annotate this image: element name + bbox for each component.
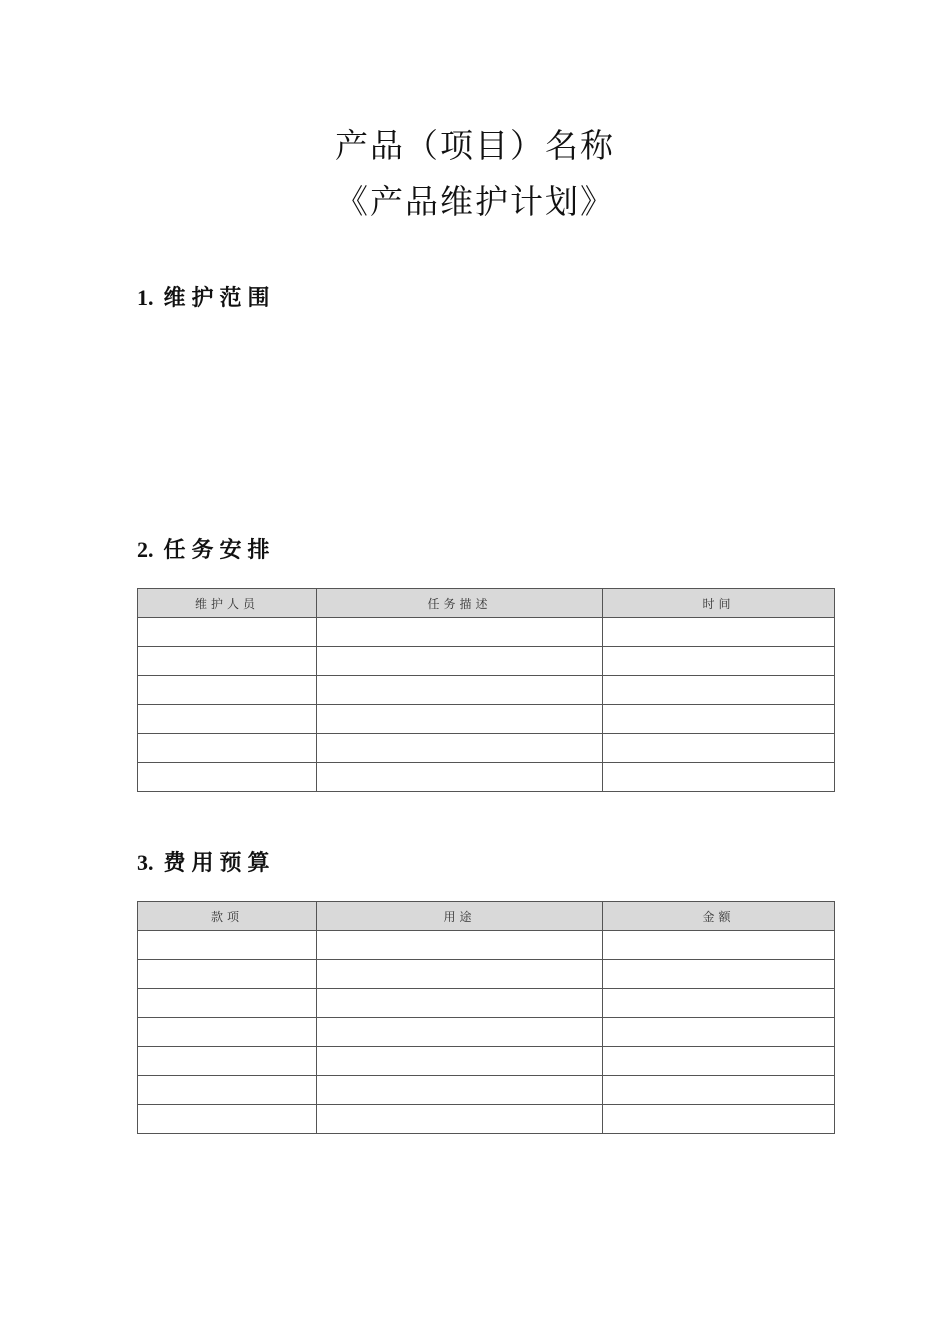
table-cell[interactable] (138, 931, 317, 960)
table-cell[interactable] (138, 1047, 317, 1076)
table-cell[interactable] (317, 763, 603, 792)
table-cell[interactable] (317, 1076, 603, 1105)
table-cell[interactable] (317, 618, 603, 647)
section-title: 任务安排 (163, 538, 276, 563)
table-cell[interactable] (603, 763, 835, 792)
table-row (138, 960, 835, 989)
table-row (138, 647, 835, 676)
table-cell[interactable] (317, 1047, 603, 1076)
table-cell[interactable] (138, 705, 317, 734)
budget-table (137, 901, 835, 1134)
table-cell[interactable] (603, 1047, 835, 1076)
column-header-item: 款项 (138, 902, 317, 931)
section-title: 费用预算 (163, 851, 276, 876)
table-header-row (138, 589, 835, 618)
section-heading-budget (137, 846, 276, 877)
table-cell[interactable] (603, 1018, 835, 1047)
table-cell[interactable] (603, 989, 835, 1018)
table-cell[interactable] (317, 705, 603, 734)
document-title (0, 118, 950, 230)
table-header-row (138, 902, 835, 931)
table-cell[interactable] (603, 1076, 835, 1105)
table-cell[interactable] (317, 960, 603, 989)
section-number: 3. (137, 850, 154, 875)
table-cell[interactable] (138, 618, 317, 647)
column-header-description: 任务描述 (317, 589, 603, 618)
project-name-title: 产品（项目）名称 (335, 126, 615, 165)
table-row (138, 1047, 835, 1076)
table-cell[interactable] (317, 989, 603, 1018)
table-cell[interactable] (603, 960, 835, 989)
table-row (138, 1105, 835, 1134)
table-cell[interactable] (317, 931, 603, 960)
table-cell[interactable] (138, 676, 317, 705)
plan-title: 《产品维护计划》 (335, 182, 615, 221)
table-cell[interactable] (138, 1105, 317, 1134)
table-row (138, 989, 835, 1018)
table-row (138, 618, 835, 647)
table-cell[interactable] (603, 618, 835, 647)
table-cell[interactable] (603, 734, 835, 763)
table-row (138, 676, 835, 705)
tasks-table (137, 588, 835, 792)
table-cell[interactable] (317, 1018, 603, 1047)
table-row (138, 705, 835, 734)
table-cell[interactable] (138, 1018, 317, 1047)
table-cell[interactable] (603, 1105, 835, 1134)
table-cell[interactable] (138, 647, 317, 676)
table-cell[interactable] (317, 676, 603, 705)
table-row (138, 734, 835, 763)
table-row (138, 763, 835, 792)
table-cell[interactable] (138, 1076, 317, 1105)
table-cell[interactable] (603, 705, 835, 734)
table-cell[interactable] (317, 647, 603, 676)
column-header-amount: 金额 (603, 902, 835, 931)
table-cell[interactable] (138, 960, 317, 989)
section-title: 维护范围 (163, 286, 276, 311)
section-number: 1. (137, 285, 154, 310)
table-row (138, 931, 835, 960)
column-header-time: 时间 (603, 589, 835, 618)
column-header-purpose: 用途 (317, 902, 603, 931)
column-header-staff: 维护人员 (138, 589, 317, 618)
table-row (138, 1018, 835, 1047)
table-cell[interactable] (138, 763, 317, 792)
section-heading-scope (137, 281, 276, 312)
table-cell[interactable] (603, 931, 835, 960)
table-cell[interactable] (138, 734, 317, 763)
table-cell[interactable] (317, 734, 603, 763)
table-cell[interactable] (603, 676, 835, 705)
section-heading-tasks (137, 533, 276, 564)
section-number: 2. (137, 537, 154, 562)
table-cell[interactable] (138, 989, 317, 1018)
table-cell[interactable] (603, 647, 835, 676)
table-row (138, 1076, 835, 1105)
table-cell[interactable] (317, 1105, 603, 1134)
